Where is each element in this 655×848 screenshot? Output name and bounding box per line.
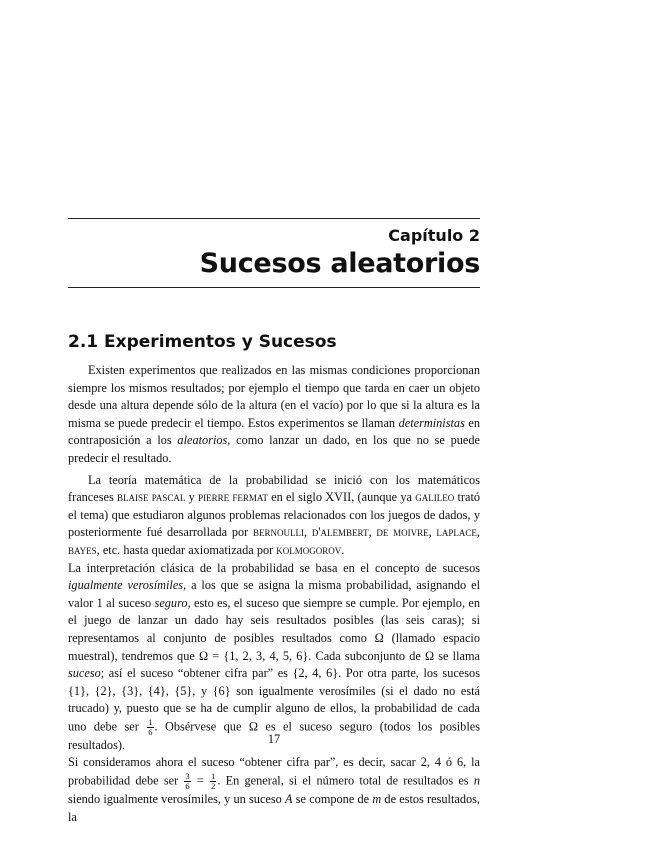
paragraph-3 <box>68 560 480 755</box>
text-run: Si consideramos ahora el suceso “obtener cifra par”, es decir, sacar 2, 4 ó 6, la probabilidad debe ser <box>68 755 480 788</box>
text-run: Existen experimentos que realizados en las mismas condiciones proporcionan siempre los mismos resultados; por ejemplo el tiempo que tarda en caer un objeto desde una altura depende sólo de la altura (en el vacío) por lo que si la altura es la misma se puede predecir el tiempo. Estos experimentos se llaman <box>68 363 480 430</box>
fraction-numerator: 1 <box>148 716 153 727</box>
text-run: , como lanzar un dado, en los que no se puede predecir el resultado. <box>68 433 480 465</box>
text-run: ; así el suceso “obtener cifra par” es {2, 4, 6}. Por otra parte, los sucesos {1}, {2}, {3}, {4}, {5}, y {6} son igualmente verosímiles (si el dado no está trucado) y, puesto que se ha de cumplir alguno de ellos, la probabilidad de cada uno debe ser <box>68 666 480 734</box>
math-var-A: A <box>285 792 293 807</box>
fraction-denominator: 6 <box>185 781 190 792</box>
text-run: . <box>341 542 345 557</box>
text-run: siendo igualmente verosímiles, y un suceso <box>68 792 286 807</box>
name-fermat: pierre fermat <box>198 490 268 505</box>
emphasis-seguro: seguro <box>154 595 188 610</box>
body-text <box>68 362 480 826</box>
paragraph-4 <box>68 754 480 826</box>
text-run: . En general, si el número total de resultados es <box>217 773 474 788</box>
text-run: y <box>185 490 199 505</box>
text-run: etc. hasta quedar axiomatizada por <box>99 542 277 557</box>
fraction-three-sixths <box>184 772 190 791</box>
fraction-one-half <box>210 772 216 791</box>
paragraph-2 <box>68 472 480 560</box>
chapter-label: Capítulo 2 <box>388 226 480 245</box>
fraction-denominator: 2 <box>211 781 216 792</box>
chapter-top-rule <box>68 218 480 219</box>
chapter-title: Sucesos aleatorios <box>199 248 480 279</box>
emphasis-aleatorios: aleatorios <box>177 433 228 448</box>
page-number: 17 <box>267 732 281 746</box>
chapter-bottom-rule <box>68 287 480 288</box>
fraction-numerator: 3 <box>185 771 190 782</box>
equals-sign: = <box>191 773 210 788</box>
fraction-denominator: 6 <box>148 726 153 737</box>
text-run: . Obsérvese que Ω es el suceso seguro (todos los posibles resultados). <box>68 719 480 752</box>
emphasis-suceso: suceso <box>68 666 101 681</box>
paragraph-1 <box>68 362 480 468</box>
names-mathematicians: bernoulli, d'alembert, de moivre, laplace, bayes, <box>68 525 480 557</box>
section-heading: 2.1 Experimentos y Sucesos <box>68 332 337 352</box>
text-run: en el siglo XVII, (aunque ya <box>267 490 416 505</box>
text-run: , a los que se asigna la misma probabilidad, asignando el valor 1 al suceso <box>68 578 480 610</box>
text-run: se compone de <box>292 792 373 807</box>
text-run: en contraposición a los <box>68 415 480 448</box>
text-run: trató el tema) que estudiaron algunos problemas relacionados con los juegos de dados, y posteriormente fué desarrollada por <box>68 490 481 540</box>
name-pascal: blaise pascal <box>117 490 186 505</box>
text-run: La interpretación clásica de la probabilidad se basa en el concepto de sucesos <box>68 560 480 575</box>
math-var-m: m <box>372 792 382 807</box>
emphasis-deterministas: deterministas <box>398 415 465 430</box>
math-var-n: n <box>473 773 480 788</box>
text-run: La teoría matemática de la probabilidad se inició con los matemáticos franceses <box>68 472 480 505</box>
text-run: de estos resultados, la <box>68 792 480 824</box>
name-kolmogorov: kolmogorov <box>276 542 342 557</box>
text-run: , esto es, el suceso que siempre se cumple. Por ejemplo, en el juego de lanzar un dado hay seis resultados posibles (las seis caras); si representamos al conjunto de posibles resultados como Ω (llamado espacio muestral), tendremos que Ω = {1, 2, 3, 4, 5, 6}. Cada subconjunto de Ω se llama <box>68 595 480 663</box>
fraction-numerator: 1 <box>211 771 216 782</box>
name-galileo: galileo <box>415 490 455 505</box>
emphasis-igualmente: igualmente verosímiles <box>68 578 184 593</box>
